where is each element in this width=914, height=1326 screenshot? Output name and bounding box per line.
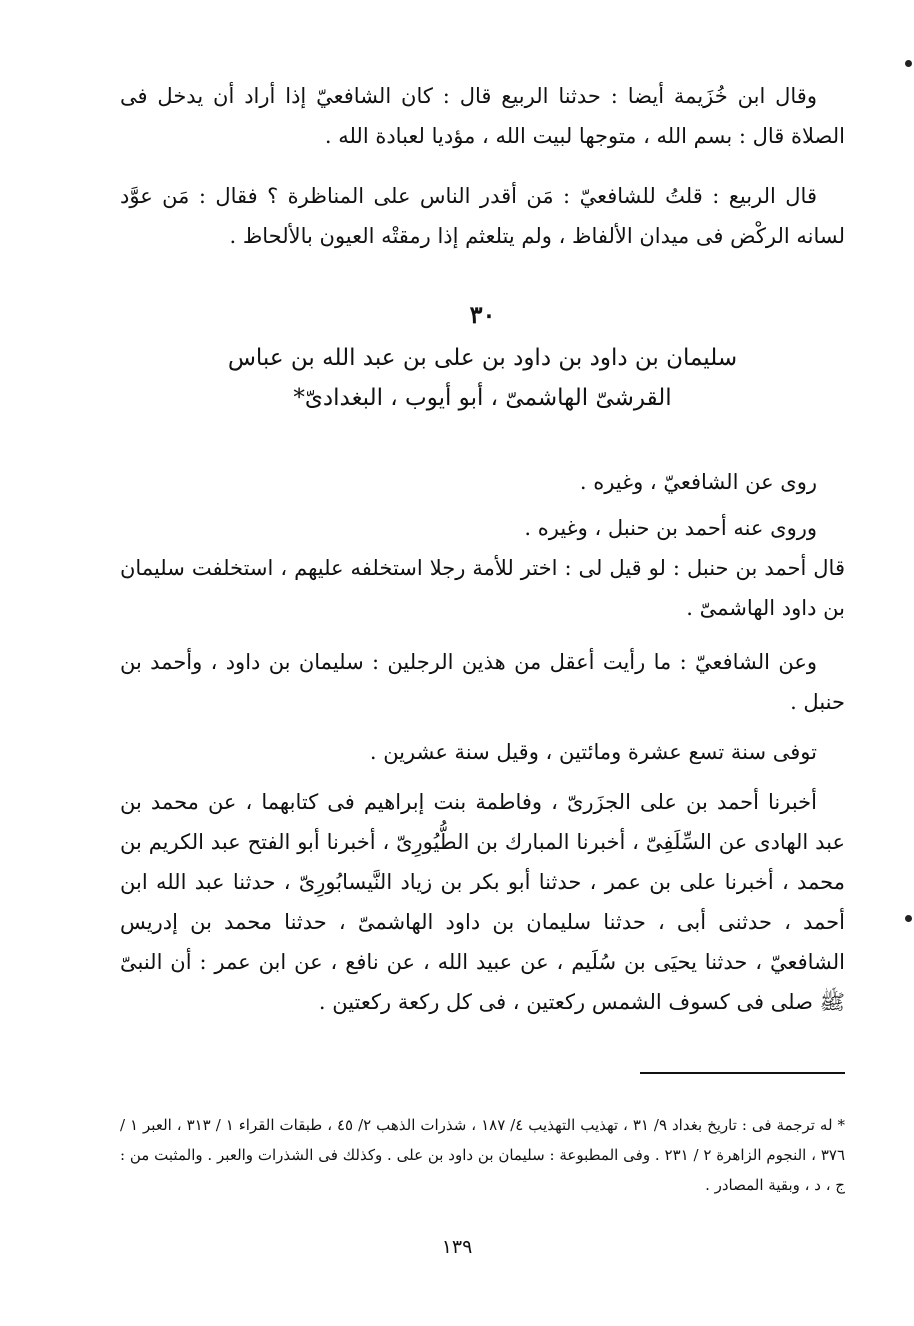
paragraph: توفى سنة تسع عشرة ومائتين ، وقيل سنة عشرين . xyxy=(369,740,817,764)
footnote: * له ترجمة فى : تاريخ بغداد ٩/ ٣١ ، تهذيب التهذيب ٤/ ١٨٧ ، شذرات الذهب ٢/ ٤٥ ، طبقات القراء ١ / ٣١٣ ، العبر ١ / ٣٧٦ ، النجوم الزاهرة ٢ / ٢٣١ . وفى المطبوعة : سليمان بن داود بن على . وكذلك فى الشذرات والعبر . والمثبت من : ج ، د ، وبقية المصادر . xyxy=(120,1116,846,1194)
entry-name-line-2: القرشىّ الهاشمىّ ، أبو أيوب ، البغدادىّ* xyxy=(293,385,672,411)
paragraph: قال الربيع : قلتُ للشافعيّ : مَن أقدر الناس على المناظرة ؟ فقال : مَن عوَّد لسانه الركْض فى ميدان الألفاظ ، ولم يتلعثم إذا رمقتْه العيون بالألحاظ . xyxy=(120,184,845,248)
page-number: ١٣٩ xyxy=(441,1236,473,1258)
entry-number: ٣٠ xyxy=(469,300,496,329)
paragraph: أخبرنا أحمد بن على الجزَرىّ ، وفاطمة بنت إبراهيم فى كتابهما ، عن محمد بن عبد الهادى عن السِّلَفِىّ ، أخبرنا المبارك بن الطُّيُورِىّ ، أخبرنا أبو الفتح عبد الكريم بن محمد ، أخبرنا على بن عمر ، حدثنا أبو بكر بن زياد النَّيسابُورِىّ ، حدثنا عبد الله ابن أحمد ، حدثنى أبى ، حدثنا سليمان بن داود الهاشمىّ ، حدثنا محمد بن إدريس الشافعيّ ، حدثنا يحيَى بن سُلَيم ، عن عبيد الله ، عن نافع ، عن ابن عمر : أن النبىّ ﷺ صلى فى كسوف الشمس ركعتين ، فى كل ركعة ركعتين . xyxy=(120,790,845,1014)
paragraph: وقال ابن خُزَيمة أيضا : حدثنا الربيع قال : كان الشافعيّ إذا أراد أن يدخل فى الصلاة قال : بسم الله ، متوجها لبيت الله ، مؤديا لعبادة الله . xyxy=(120,84,845,148)
paragraph: روى عن الشافعيّ ، وغيره . xyxy=(579,470,817,494)
entry-name-line-1: سليمان بن داود بن داود بن على بن عبد الله بن عباس xyxy=(227,345,738,371)
paragraph: وروى عنه أحمد بن حنبل ، وغيره . xyxy=(524,516,817,540)
paragraph: قال أحمد بن حنبل : لو قيل لى : اختر للأمة رجلا استخلفه عليهم ، استخلفت سليمان بن داود الهاشمىّ . xyxy=(120,556,845,620)
paragraph: وعن الشافعيّ : ما رأيت أعقل من هذين الرجلين : سليمان بن داود ، وأحمد بن حنبل . xyxy=(120,650,845,714)
margin-dot xyxy=(905,60,912,67)
entry-heading xyxy=(120,338,845,418)
margin-dot xyxy=(905,915,912,922)
footnote-divider xyxy=(640,1072,845,1074)
